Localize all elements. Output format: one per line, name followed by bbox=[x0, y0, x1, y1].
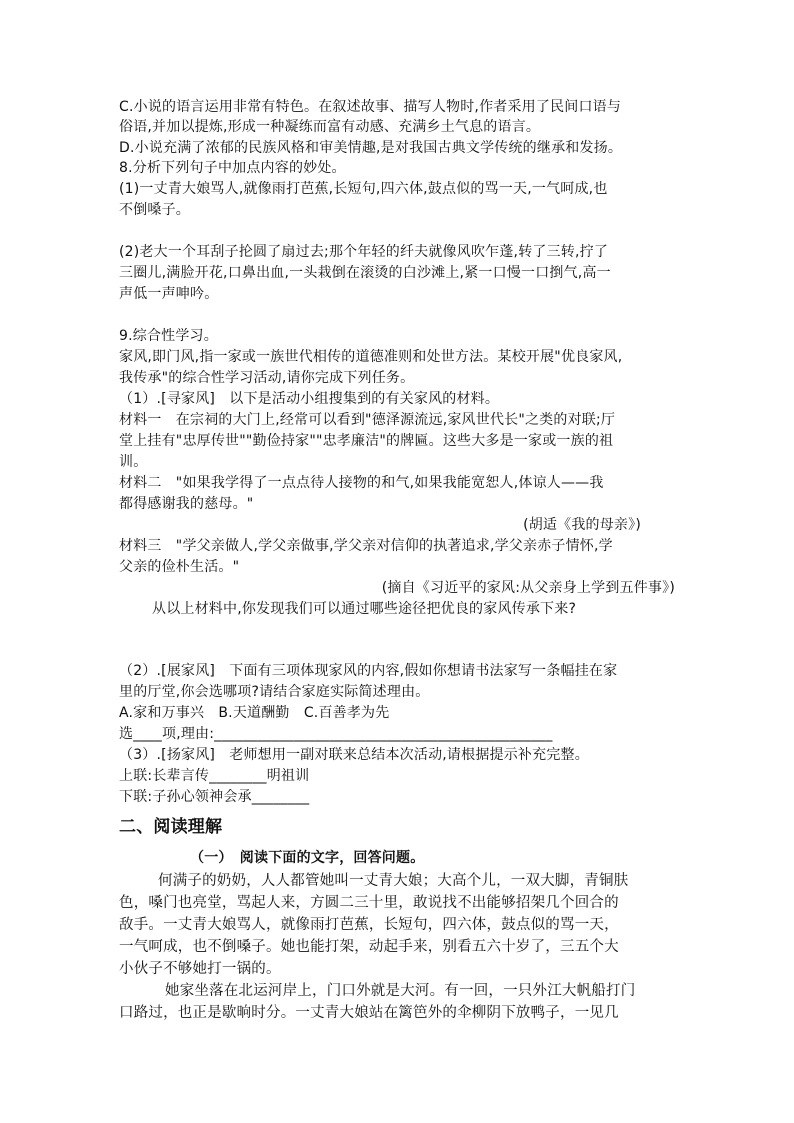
passage-para-2-line-1: 她家坐落在北运河岸上，门口外就是大河。有一回，一只外江大帆船打门 bbox=[165, 983, 636, 999]
material-2-line-1: 材料二 "如果我学得了一点点待人接物的和气,如果我能宽恕人,体谅人——我 bbox=[119, 475, 604, 491]
passage-para-1-line-1: 何满子的奶奶，人人都管她叫一丈青大娘；大高个儿，一双大脚，青铜肤 bbox=[158, 873, 629, 889]
question-8-2-line-1: (2)老大一个耳刮子抡圆了扇过去;那个年轻的纤夫就像风吹乍蓬,转了三转,拧了 bbox=[119, 244, 609, 260]
material-3-line-1: 材料三 "学父亲做人,学父亲做事,学父亲对信仰的执著追求,学父亲赤子情怀,学 bbox=[119, 538, 613, 554]
task-1-heading: （1）.[寻家风] 以下是活动小组搜集到的有关家风的材料。 bbox=[119, 391, 500, 407]
question-8-2-line-2: 三圈儿,满脸开花,口鼻出血,一头栽倒在滚烫的白沙滩上,紧一口慢一口捯气,高一 bbox=[119, 265, 611, 281]
material-1-line-2: 堂上挂有"忠厚传世""勤俭持家""忠孝廉洁"的牌匾。这些大多是一家或一族的祖 bbox=[119, 433, 614, 449]
task-2-line-2: 里的厅堂,你会选哪项?请结合家庭实际简述理由。 bbox=[119, 684, 430, 700]
task-2-answer-blank: 选____项,理由:_______________________________________________ bbox=[119, 726, 553, 742]
task-1-question: 从以上材料中,你发现我们可以通过哪些途径把优良的家风传承下来? bbox=[152, 601, 577, 617]
task-2-line-1: （2）.[展家风] 下面有三项体现家风的内容,假如你想请书法家写一条幅挂在家 bbox=[119, 663, 618, 679]
couplet-lower: 下联:子孙心领神会承________ bbox=[119, 789, 310, 805]
material-1-line-1: 材料一 在宗祠的大门上,经常可以看到"德泽源流远,家风世代长"之类的对联;厅 bbox=[119, 412, 616, 428]
option-c-line-2: 俗语,并加以提炼,形成一种凝练而富有动感、充满乡土气息的语言。 bbox=[119, 119, 541, 135]
question-8-2-line-3: 声低一声呻吟。 bbox=[119, 286, 219, 302]
material-2-line-2: 都得感谢我的慈母。" bbox=[119, 496, 254, 512]
couplet-upper: 上联:长辈言传________明祖训 bbox=[119, 768, 310, 784]
passage-para-1-line-5: 小伙子不够她打一锅的。 bbox=[119, 961, 281, 977]
passage-para-1-line-3: 敌手。一丈青大娘骂人，就像雨打芭蕉，长短句，四六体，鼓点似的骂一天， bbox=[119, 917, 619, 933]
section-2-heading: 二、阅读理解 bbox=[119, 817, 223, 837]
passage-para-2-line-2: 口路过，也正是歇晌时分。一丈青大娘站在篱笆外的伞柳阴下放鸭子，一见几 bbox=[119, 1005, 619, 1021]
question-8-1-line-1: (1)一丈青大娘骂人,就像雨打芭蕉,长短句,四六体,鼓点似的骂一天,一气呵成,也 bbox=[119, 181, 608, 197]
option-d-line: D.小说充满了浓郁的民族风格和审美情趣,是对我国古典文学传统的继承和发扬。 bbox=[119, 140, 623, 156]
question-8-1-line-2: 不倒嗓子。 bbox=[119, 202, 190, 218]
subsection-1-instruction: （一） 阅读下面的文字，回答问题。 bbox=[190, 850, 425, 866]
question-9-intro-line-2: 我传承"的综合性学习活动,请你完成下列任务。 bbox=[119, 370, 415, 386]
passage-para-1-line-2: 色，嗓门也亮堂，骂起人来，方圆二三十里，敢说找不出能够招架几个回合的 bbox=[119, 895, 619, 911]
task-3-heading: （3）.[扬家风] 老师想用一副对联来总结本次活动,请根据提示补充完整。 bbox=[119, 747, 589, 763]
option-c-line-1: C.小说的语言运用非常有特色。在叙述故事、描写人物时,作者采用了民间口语与 bbox=[119, 99, 622, 115]
material-3-line-2: 父亲的俭朴生活。" bbox=[119, 559, 240, 575]
question-9-intro-line-1: 家风,即门风,指一家或一族世代相传的道德准则和处世方法。某校开展"优良家风, bbox=[119, 349, 623, 365]
task-2-options: A.家和万事兴 B.天道酬勤 C.百善孝为先 bbox=[119, 705, 390, 721]
material-2-source: (胡适《我的母亲》) bbox=[523, 517, 641, 533]
question-8-title: 8.分析下列句子中加点内容的妙处。 bbox=[119, 160, 346, 176]
material-1-line-3: 训。 bbox=[119, 454, 148, 470]
question-9-title: 9.综合性学习。 bbox=[119, 328, 218, 344]
passage-para-1-line-4: 一气呵成，也不倒嗓子。她也能打架，动起手来，别看五六十岁了，三五个大 bbox=[119, 939, 619, 955]
material-3-source: (摘自《习近平的家风:从父亲身上学到五件事》) bbox=[381, 580, 675, 596]
